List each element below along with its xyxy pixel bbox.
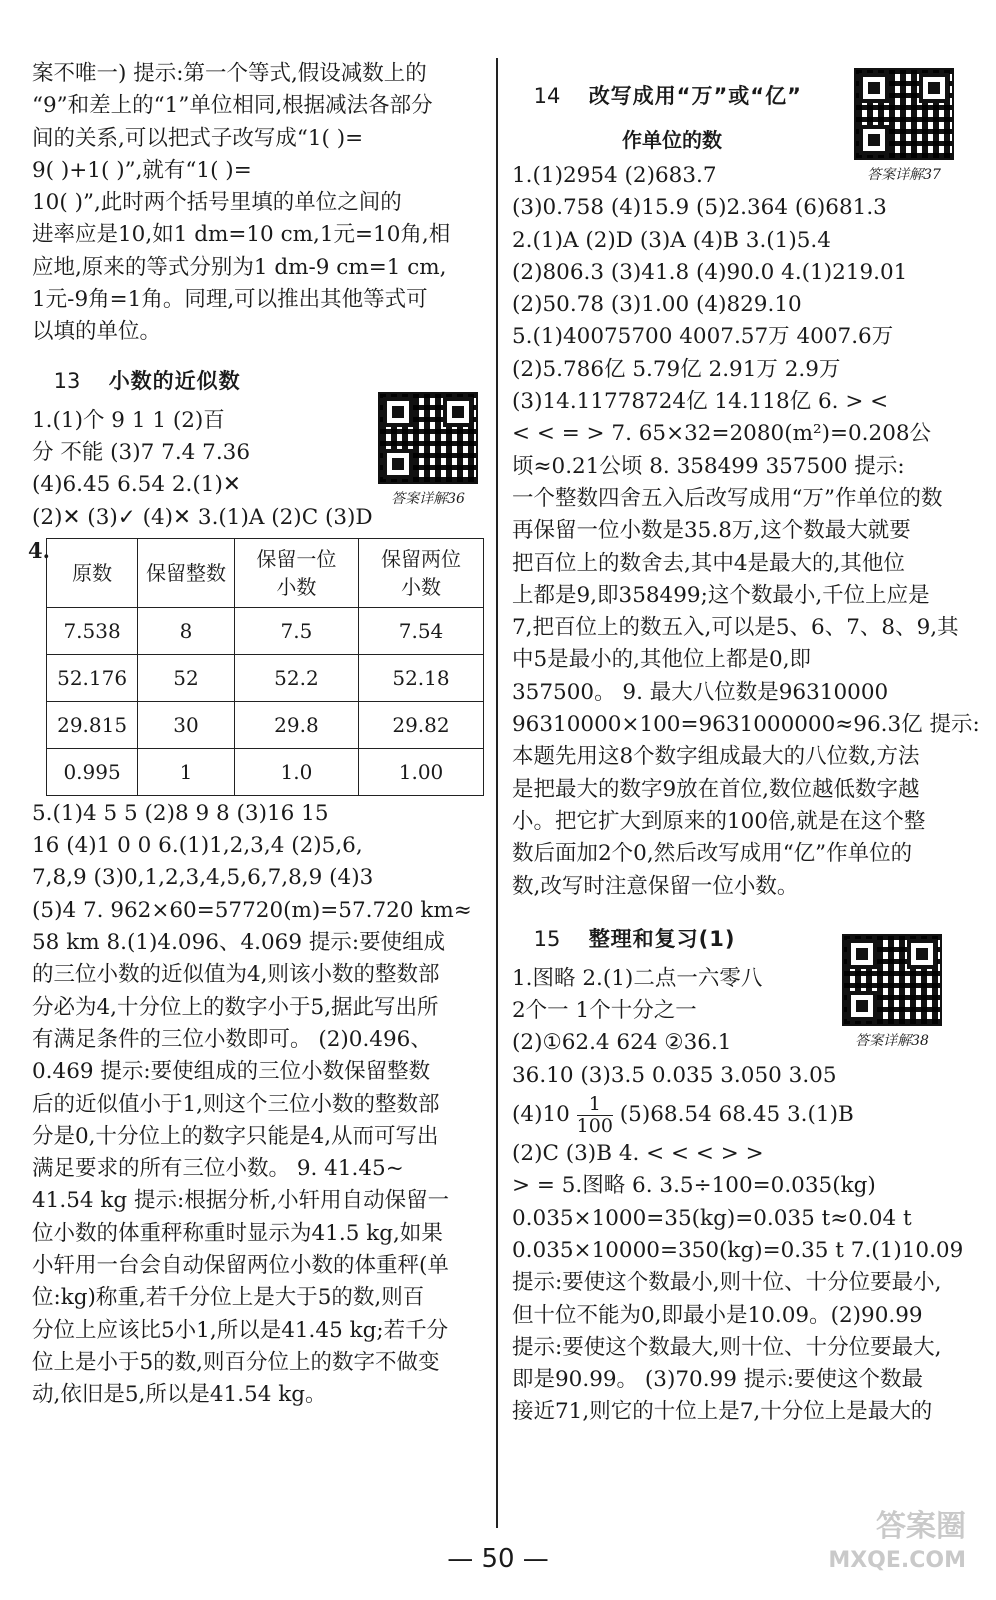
- table-cell: 7.538: [47, 607, 138, 654]
- answer-line: (5)4 7. 962×60=57720(m)=57.720 km≈: [32, 897, 472, 923]
- table-cell: 1.00: [359, 748, 484, 795]
- answer-line: 一个整数四舍五入后改写成用“万”作单位的数: [512, 485, 943, 511]
- section-15-answers-cont: [512, 1138, 964, 1429]
- answer-line: 动,依旧是5,所以是41.54 kg。: [32, 1382, 327, 1408]
- section-number: 15: [533, 926, 561, 951]
- answer-line: 小。把它扩大到原来的100倍,就是在这个整: [512, 808, 926, 834]
- table-cell: 0.995: [47, 748, 138, 795]
- answer-line: (2)5.786亿 5.79亿 2.91万 2.9万: [512, 356, 841, 382]
- answer-line: 本题先用这8个数字组成最大的八位数,方法: [512, 744, 920, 770]
- answer-line: 分是0,十分位上的数字只能是4,从而可写出: [32, 1123, 439, 1149]
- answer-line: 提示:要使这个数最小,则十位、十分位要最小,: [512, 1270, 942, 1296]
- answer-line: 1.图略 2.(1)二点一六零八: [512, 965, 763, 991]
- answer-line: 数,改写时注意保留一位小数。: [512, 873, 799, 899]
- text-line: 应地,原来的等式分别为1 dm-9 cm=1 cm,: [32, 254, 447, 280]
- answer-line: 位小数的体重秤称重时显示为41.5 kg,如果: [32, 1220, 443, 1246]
- table-header: 保留两位小数: [359, 538, 484, 607]
- table-cell: 52.176: [47, 654, 138, 701]
- section-13-answers-cont: [32, 798, 484, 1412]
- fraction-denominator: 100: [576, 1114, 613, 1137]
- right-column: [512, 58, 980, 1429]
- text-line: 案不唯一) 提示:第一个等式,假设减数上的: [32, 61, 427, 86]
- qr-code-38[interactable]: [836, 934, 948, 1050]
- page-number: — 50 —: [447, 1544, 549, 1574]
- text-after-fraction: (5)68.54 68.45 3.(1)B: [619, 1102, 854, 1128]
- answer-line: 96310000×100=9631000000≈96.3亿 提示:: [512, 712, 980, 738]
- answer-line: (2)✕ (3)✓ (4)✕ 3.(1)A (2)C (3)D: [32, 504, 373, 530]
- table-cell: 30: [138, 701, 235, 748]
- answer-line: 16 (4)1 0 0 6.(1)1,2,3,4 (2)5,6,: [32, 833, 363, 859]
- table-cell: 7.5: [234, 607, 358, 654]
- answer-line: 后的近似值小于1,则这个三位小数的整数部: [32, 1091, 440, 1117]
- text-line: “9”和差上的“1”单位相同,根据减法各部分: [32, 93, 433, 119]
- section-subtitle: 作单位的数: [622, 128, 722, 152]
- table-header: 原数: [47, 538, 138, 607]
- left-column: [28, 58, 484, 1412]
- answer-line: 位:kg)称重,若千分位上是大于5的数,则百: [32, 1285, 425, 1311]
- watermark: [828, 1510, 966, 1578]
- answer-line: 357500。 9. 最大八位数是96310000: [512, 679, 889, 705]
- answer-line: 位上是小于5的数,则百分位上的数字不做变: [32, 1349, 440, 1375]
- table-cell: 1: [138, 748, 235, 795]
- table-row: [47, 701, 484, 748]
- section-title: 小数的近似数: [108, 368, 241, 393]
- qr-code-36[interactable]: [372, 392, 484, 508]
- answer-line: 0.035×1000=35(kg)=0.035 t≈0.04 t: [512, 1205, 912, 1231]
- answer-line: 提示:要使这个数最大,则十位、十分位要最大,: [512, 1334, 942, 1360]
- text-before-fraction: (4)10: [512, 1102, 570, 1128]
- answer-line: 2个一 1个十分之一: [512, 998, 697, 1024]
- table-cell: 29.815: [47, 701, 138, 748]
- text-line: 间的关系,可以把式子改写成“1( )=: [32, 125, 364, 151]
- table-row: [47, 654, 484, 701]
- answer-line: 分位上应该比5小1,所以是41.45 kg;若千分: [32, 1317, 449, 1343]
- text-line: 1元-9角=1角。同理,可以推出其他等式可: [32, 287, 428, 313]
- table-header: 保留整数: [138, 538, 235, 607]
- qr-code-icon: [854, 68, 954, 160]
- table-cell: 7.54: [359, 607, 484, 654]
- answer-line: 把百位上的数舍去,其中4是最大的,其他位: [512, 550, 905, 576]
- answer-line: (2)806.3 (3)41.8 (4)90.0 4.(1)219.01: [512, 259, 908, 285]
- answer-line: (2)C (3)B 4. < < < > >: [512, 1141, 764, 1167]
- table-header-row: [47, 538, 484, 607]
- table-cell: 29.8: [234, 701, 358, 748]
- answer-line: 7,8,9 (3)0,1,2,3,4,5,6,7,8,9 (4)3: [32, 865, 374, 891]
- qr-code-icon: [378, 392, 478, 484]
- qr-code-icon: [842, 934, 942, 1026]
- rounding-table: [46, 538, 484, 796]
- text-line: 以填的单位。: [32, 319, 162, 345]
- answer-line: (3)0.758 (4)15.9 (5)2.364 (6)681.3: [512, 195, 887, 221]
- qr-caption: 答案详解38: [855, 1033, 929, 1049]
- watermark-logo-text: 答案圈: [876, 1509, 966, 1544]
- answer-line: 的三位小数的近似值为4,则该小数的整数部: [32, 962, 440, 988]
- answer-line: 5.(1)40075700 4007.57万 4007.6万: [512, 324, 894, 350]
- answer-line: 接近71,则它的十位上是7,十分位上是最大的: [512, 1399, 933, 1425]
- section-14-answers: [512, 160, 980, 903]
- fraction-line: [512, 1092, 964, 1138]
- section-number: 13: [53, 368, 81, 393]
- qr-caption: 答案详解36: [391, 491, 465, 507]
- table-cell: 52.18: [359, 654, 484, 701]
- text-line: 进率应是10,如1 dm=10 cm,1元=10角,相: [32, 222, 451, 248]
- table-cell: 29.82: [359, 701, 484, 748]
- answer-line: 小轩用一台会自动保留两位小数的体重秤(单: [32, 1253, 449, 1279]
- answer-line: (2)50.78 (3)1.00 (4)829.10: [512, 292, 802, 318]
- answer-line: 5.(1)4 5 5 (2)8 9 8 (3)16 15: [32, 800, 329, 826]
- answer-line: 有满足条件的三位小数即可。 (2)0.496、: [32, 1026, 432, 1052]
- answer-line: 再保留一位小数是35.8万,这个数最大就要: [512, 518, 911, 544]
- qr-caption: 答案详解37: [867, 167, 941, 183]
- fraction-numerator: 1: [577, 1094, 613, 1116]
- answer-line: 但十位不能为0,即最小是10.09。(2)90.99: [512, 1302, 923, 1328]
- answer-line: 中5是最小的,其他位上都是0,即: [512, 647, 812, 673]
- answer-line: 上都是9,即358499;这个数最小,千位上应是: [512, 582, 930, 608]
- answer-line: (3)14.11778724亿 14.118亿 6. > <: [512, 389, 889, 415]
- table-cell: 8: [138, 607, 235, 654]
- answer-line: > = 5.图略 6. 3.5÷100=0.035(kg): [512, 1173, 876, 1199]
- answer-line: 36.10 (3)3.5 0.035 3.050 3.05: [512, 1062, 837, 1088]
- text-line: 10( )”,此时两个括号里填的单位之间的: [32, 190, 402, 216]
- answer-line: 分必为4,十分位上的数字小于5,据此写出所: [32, 994, 439, 1020]
- answer-line: 0.469 提示:要使组成的三位小数保留整数: [32, 1059, 431, 1085]
- table-row: [47, 607, 484, 654]
- answer-line: 满足要求的所有三位小数。 9. 41.45~: [32, 1156, 404, 1182]
- answer-line: 即是90.99。 (3)70.99 提示:要使这个数最: [512, 1367, 923, 1393]
- answer-line: (4)6.45 6.54 2.(1)✕: [32, 472, 241, 498]
- table-header: 保留一位小数: [234, 538, 358, 607]
- answer-line: 7,把百位上的数五入,可以是5、6、7、8、9,其: [512, 615, 959, 641]
- text-line: 9( )+1( )”,就有“1( )=: [32, 157, 252, 183]
- column-divider: [496, 58, 498, 1528]
- table-cell: 1.0: [234, 748, 358, 795]
- answer-line: < < = > 7. 65×32=2080(m²)=0.208公: [512, 421, 932, 447]
- section-title: 整理和复习(1): [588, 926, 736, 951]
- answer-line: 顷≈0.21公顷 8. 358499 357500 提示:: [512, 453, 905, 479]
- watermark-url: MXQE.COM: [828, 1548, 966, 1573]
- answer-line: 分 不能 (3)7 7.4 7.36: [32, 439, 251, 465]
- answer-line: 数后面加2个0,然后改写成用“亿”作单位的: [512, 841, 913, 867]
- answer-line: 2.(1)A (2)D (3)A (4)B 3.(1)5.4: [512, 227, 831, 253]
- table-cell: 52: [138, 654, 235, 701]
- fraction: [577, 1094, 613, 1137]
- section-title: 改写成用“万”或“亿”: [588, 84, 802, 108]
- table-cell: 52.2: [234, 654, 358, 701]
- answer-line: 1.(1)2954 (2)683.7: [512, 163, 717, 188]
- answer-line: 41.54 kg 提示:根据分析,小轩用自动保留一: [32, 1188, 450, 1214]
- answer-line: 是把最大的数字9放在首位,数位越低数字越: [512, 776, 920, 802]
- table-row: [47, 748, 484, 795]
- answer-line: (2)①62.4 624 ②36.1: [512, 1030, 732, 1056]
- section-number: 14: [533, 84, 561, 108]
- answer-line: 0.035×10000=350(kg)=0.35 t 7.(1)10.09: [512, 1237, 964, 1263]
- answer-line: 1.(1)个 9 1 1 (2)百: [32, 407, 225, 433]
- qr-code-37[interactable]: [848, 68, 960, 184]
- rounding-table-block: [28, 537, 484, 796]
- table-label: 4.: [28, 537, 50, 563]
- intro-hint-text: [32, 58, 484, 349]
- answer-line: 58 km 8.(1)4.096、4.069 提示:要使组成: [32, 930, 446, 956]
